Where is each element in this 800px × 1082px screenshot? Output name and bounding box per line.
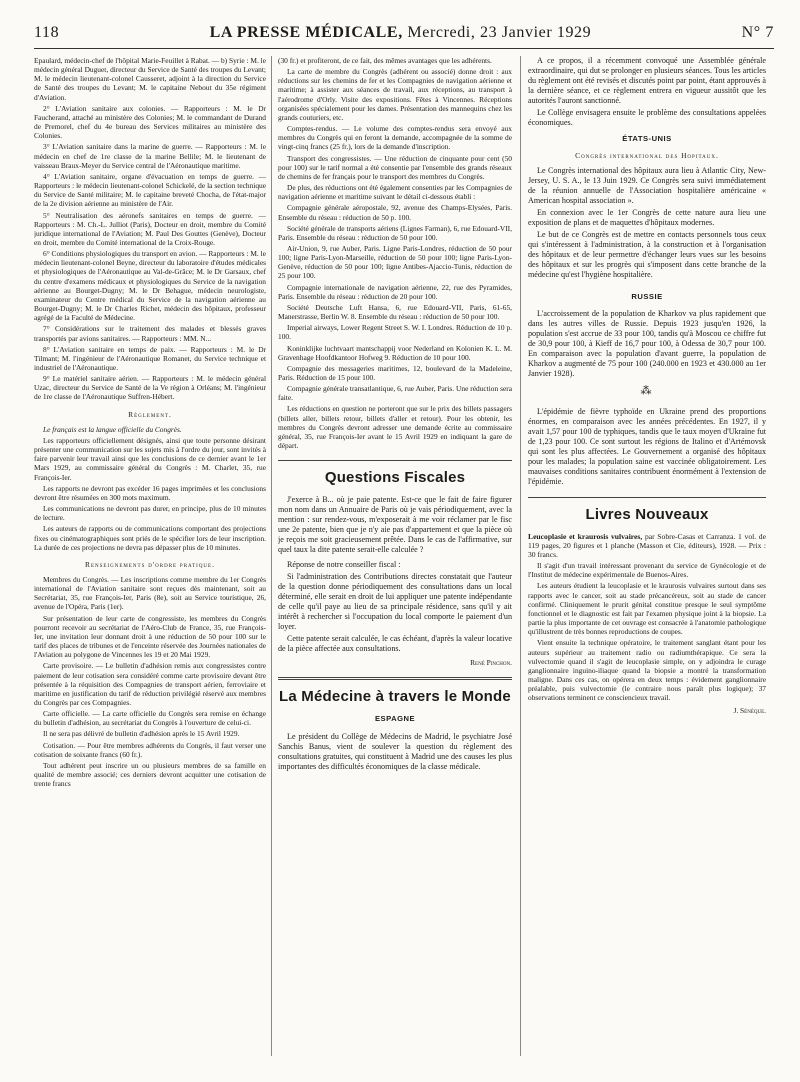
list-item: Compagnie générale transatlantique, 6, rue Auber, Paris. Une réduction sera faite. <box>278 384 512 403</box>
column-3 <box>528 56 766 716</box>
paragraph: Sur présentation de leur carte de congressiste, les membres du Congrès pourront recevoir au secrétariat de l'Aéro-Club de France, 35, rue François-Ier, une invitation leur donnant droit à une réduction de 50 pour 100 sur le tarif des places de tribunes et de l'enceinte réservée des Journées nationales de l'Aviation au polygone de Vincennes les 19 et 20 Mai 1929. <box>34 613 266 660</box>
paragraph: Le but de ce Congrès est de mettre en contacts personnels tous ceux qui s'intéressent à l'administration, à la construction et à l'organisation des hôpitaux et de leur permettre d'échanger leurs vues sur les besoins des hôpitaux et sur les progrès qui s'imposent dans cette branche de la médecine qu'est l'hygiène hospitalière. <box>528 230 766 280</box>
country-heading-russie: RUSSIE <box>631 292 663 302</box>
etats-unis-article <box>528 166 766 280</box>
paragraph: Cotisation. — Pour être membres adhérents du Congrès, il faut verser une cotisation de soixante francs (60 fr.). <box>34 740 266 759</box>
paragraph: Cette patente serait calculée, le cas échéant, d'après la valeur locative de la pièce affectée aux consultations. <box>278 634 512 654</box>
paragraph: Le Collège envisagera ensuite le problème des consultations appelées économiques. <box>528 108 766 127</box>
paragraph: Les rapporteurs officiellement désignés, ainsi que toute personne désirant présenter une communication sur les sujets mis à l'ordre du jour, sont invités à faire parvenir leur travail ainsi que les conclusions de ce dernier avant le 1er Mars 1929, au commissaire général du Congrès : M. Charlet, 35, rue François-Ier. <box>34 435 266 482</box>
list-item: Compagnie internationale de navigation aérienne, 22, rue des Pyramides, Paris. Ensemble du réseau : réduction de 20 pour 100. <box>278 282 512 301</box>
paragraph: Si l'administration des Contributions directes constatait que l'auteur de la question donne périodiquement des consultations dans un local déterminé, elle serait en droit de lui appliquer une patente indépendante de celle qu'il paye au lieu de sa principale résidence, sans qu'il y ait intérêt à rechercher si l'occupation du local comporte le paiement d'un loyer. <box>278 572 512 632</box>
paragraph: Les communications ne devront pas durer, en principe, plus de 10 minutes de lecture. <box>34 504 266 523</box>
paragraph: L'épidémie de fièvre typhoïde en Ukraine prend des proportions énormes, en comparaison avec les années précédentes. En 1927, il y avait 1,57 pour 100 de typhiques, tandis que le taux moyen d'Ukraine fut de 1,23 pour 100. Ce sont surtout les régions de Italino et d'Artémovsk qui sont les plus affectées. Le Gouvernement a organisé des hôpitaux pour les malades; la population saine est vaccinée obligatoirement. Les mauvaises conditions sanitaires contribuent énormément à l'extension de l'épidémie. <box>528 406 766 486</box>
issue-number: N° 7 <box>741 24 774 41</box>
paragraph: Epaulard, médecin-chef de l'hôpital Marie-Feuillet à Rabat. — b) Syrie : M. le médecin général Duguet, directeur du Service de Santé des troupes du Levant; M. le médecin lieutenant-colonel Causseret, adjoint à la direction du Service de Santé des troupes du Levant; M. le capitaine Nebout du 35e régiment d'Aviation. <box>34 56 266 102</box>
paragraph: Tout adhérent peut inscrire un ou plusieurs membres de sa famille en qualité de membre associé; ces derniers devront acquitter une cotisation de trente francs <box>34 760 266 789</box>
list-item: Compagnie des messageries maritimes, 12, boulevard de la Madeleine, Paris. Réduction de 15 pour 100. <box>278 363 512 382</box>
list-item: Koninklijke luchtvaart mantschappij voor Nederland en Kolonien K. L. M. Gravenhage Hoofdkantoor Hofweg 9. Réduction de 10 pour 100. <box>278 343 512 362</box>
section-title-questions-fiscales: Questions Fiscales <box>324 469 466 487</box>
book-reference <box>528 532 766 559</box>
paragraph: Les auteurs de rapports ou de communications comportant des projections fixes ou cinématographiques sont priés de le spécifier lors de leur inscription. La durée de ces projections ne devra pas dépasser plus de 10 minutes. <box>34 524 266 552</box>
paragraph: Il ne sera pas délivré de bulletin d'adhésion après le 15 Avril 1929. <box>43 729 240 739</box>
paragraph: Il s'agit d'un travail intéressant provenant du service de Gynécologie et de l'Institut de médecine expérimentale de Buenos-Aires. <box>528 561 766 580</box>
header-rule <box>34 48 774 49</box>
author-signature: J. Sénèque. <box>733 706 766 716</box>
paragraph: A ce propos, il a récemment convoqué une Assemblée générale extraordinaire, qui dut se prolonger en plusieurs séances. Tous les articles du règlement ont été revisés et discutés point par point, étant approuvés à la dernière séance, et ce règlement entrera en vigueur aussitôt que les autorités l'auront sanctionné. <box>528 56 766 105</box>
paragraph: 9° Le matériel sanitaire aérien. — Rapporteurs : M. le médecin général Uzac, directeur du Service de Santé de la Ve région à Orléans; M. l'ingénieur de 1re classe de l'Aéronautique Suffren-Hébert. <box>34 374 266 402</box>
espagne-article-continued <box>528 56 766 128</box>
paragraph: Le français est la langue officielle du Congrès. <box>43 424 182 434</box>
subheading-congres-hopitaux: Congrès international des Hopitaux. <box>575 151 719 161</box>
asterism-separator: ⁂ <box>640 385 654 398</box>
section-divider <box>528 497 766 498</box>
paragraph: Carte provisoire. — Le bulletin d'adhésion remis aux congressistes contre paiement de leur cotisation sera considéré comme carte provisoire devant être présentée à la réquisition des Compagnies de transport aérien, ferroviaire et maritime en justification du tarif de réduction privilégié réservé aux membres du Congrès par ces Compagnies. <box>34 661 266 707</box>
paragraph: Les rapports ne devront pas excéder 16 pages imprimées et les conclusions devront être résumées en 300 mots maximum. <box>34 483 266 502</box>
column-divider <box>271 56 272 1056</box>
paragraph: Les auteurs étudient la leucoplasie et le kraurosis vulvaires surtout dans ses rapports avec le cancer, soit au stade précancéreux, soit au stade de cancer confirmé. Cliniquement le prurit génital constitue presque le seul symptôme fonctionnel et le diagnostic est fait par l'examen physique joint à la biopsie. La partie la plus importante de cet ouvrage est consacrée à l'anatomie pathologique qu'illustrent de très bonnes reproductions de coupes. <box>528 581 766 637</box>
paragraph: La carte de membre du Congrès (adhérent ou associé) donne droit : aux réductions sur les chemins de fer et les Compagnies de navigation aérienne et maritime; à assister aux séances de travail, aux réceptions, au transport à l'aérodrome d'Orly. Visite des expositions. Fêtes à Vincennes. Réceptions organisées spécialement pour les dames. Présentation des mannequins chez les grands couturiers, etc. <box>278 67 512 122</box>
ukraine-article <box>528 407 766 487</box>
book-details: par Sobre-Casas et Carranza. 1 vol. de 119 pages, 20 figures et 1 planche (Masson et Cie, éditeurs), 1928. — Prix : 30 francs. <box>528 531 766 559</box>
column-1 <box>34 56 266 790</box>
column-divider <box>520 56 521 1056</box>
list-item: Société Deutsche Luft Hansa, 6, rue Edouard-VII, Paris, 61-65, Manerstrasse, Berlin W. 8. Ensemble du réseau : réduction de 50 pour 100. <box>278 302 512 322</box>
paragraph: 2° L'Aviation sanitaire aux colonies. — Rapporteurs : M. le Dr Faucherand, attaché au ministère des Colonies; M. le commandant de Durand de Premorel, chef du 4e bureau des Services militaires au ministère des Colonies. <box>34 103 266 141</box>
paragraph: De plus, des réductions ont été également consenties par les Compagnies de navigation aérienne et maritime suivant le détail ci-dessous établi : <box>278 183 512 202</box>
paragraph: 5° Neutralisation des aéronefs sanitaires en temps de guerre. — Rapporteurs : M. Ch.-L. Julliot (Paris), Docteur en droit, membre du Comité juridique international de l'Aviation; M. Paul Des Gouttes (Genève), Docteur en droit, membre du Comité international de la Croix-Rouge. <box>34 210 266 247</box>
paragraph: Comptes-rendus. — Le volume des comptes-rendus sera envoyé aux membres du Congrès qui en feront la demande, accompagnée de la somme de vingt-cinq francs (25 fr.), lors de la demande d'inscription. <box>278 124 512 152</box>
section-title-livres-nouveaux: Livres Nouveaux <box>585 505 709 523</box>
section-divider <box>278 460 512 461</box>
fiscal-article <box>278 495 512 654</box>
paragraph: L'accroissement de la population de Kharkov va plus rapidement que dans les autres villes de Russie. Depuis 1923 jusqu'en 1926, la population s'est accrue de 33 pour 100, tandis qu'à Moscou ce chiffre fut de 30,9 pour 100, à Kieff de 16,7 pour 100, à Odessa de 30,7 pour 100. En comparaison avec la population d'avant guerre, la population de Kharkov a augmenté de 75 pour 100 (240.000 en 1923 et 430.000 au 1er Janvier 1928). <box>528 309 766 379</box>
espagne-article <box>278 732 512 772</box>
paragraph: Carte officielle. — La carte officielle du Congrès sera remise en échange du bulletin d'adhésion, au secrétariat du Congrès à l'ouverture de celui-ci. <box>34 709 266 728</box>
author-signature: René Pinchon. <box>470 658 512 668</box>
paragraph: Membres du Congrès. — Les inscriptions comme membre du 1er Congrès international de l'Aviation sanitaire sont reçues dès maintenant, soit au Secrétariat, 35, rue François-Ier, Paris (8e), soit au Service touristique, 26, avenue de l'Opéra, Paris (1er). <box>34 574 266 612</box>
list-item: Société générale de transports aériens (Lignes Farman), 6, rue Edouard-VII, Paris. Ensemble du réseau : réduction de 50 pour 100. <box>278 223 512 242</box>
country-heading-etats-unis: ÉTATS-UNIS <box>622 134 672 143</box>
paragraph: 7° Considérations sur le traitement des malades et blessés graves transportés par avions sanitaires. — Rapporteurs : MM. N... <box>34 324 266 343</box>
section-title-medecine-monde: La Médecine à travers le Monde <box>279 688 511 706</box>
paragraph: Le Congrès international des hôpitaux aura lieu à Atlantic City, New-Jersey, U. S. A., le 13 Juin 1929. Ce Congrès sera suivi immédiatement de la réunion annuelle de l'Association hospitalière américaine « American hospital association ». <box>528 166 766 206</box>
column-2 <box>278 56 512 774</box>
section-divider <box>278 677 512 680</box>
page-number: 118 <box>34 24 60 41</box>
paragraph: En connexion avec le 1er Congrès de cette nature aura lieu une exposition de plans et de maquettes d'hôpitaux modernes. <box>528 208 766 228</box>
country-heading-espagne: ESPAGNE <box>374 714 416 724</box>
paragraph: Réponse de notre conseiller fiscal : <box>287 560 401 570</box>
section-heading-reglement: Règlement. <box>128 409 172 419</box>
running-title <box>210 24 592 42</box>
list-item: Compagnie générale aéropostale, 92, avenue des Champs-Elysées, Paris. Ensemble du réseau : réduction de 50 p. 100. <box>278 203 512 222</box>
paragraph: 8° L'Aviation sanitaire en temps de paix. — Rapporteurs : M. le Dr Tilmant; M. l'ingénieur de l'Aéronautique Romanet, du Service technique et industriel de l'Aéronautique. <box>34 344 266 372</box>
issue-date: Mercredi, 23 Janvier 1929 <box>407 24 592 41</box>
section-heading-renseignements: Renseignements d'ordre pratique. <box>85 559 215 569</box>
page-header <box>34 24 774 46</box>
paragraph: 4° L'Aviation sanitaire, organe d'évacuation en temps de guerre. — Rapporteurs : le médecin lieutenant-colonel Schickelé, de la section technique du Service de Santé militaire; M. le capitaine breveté Chocha, de l'état-major de la 2e division aérienne au ministère de l'Air. <box>34 171 266 209</box>
publication-name: LA PRESSE MÉDICALE, <box>209 24 403 41</box>
russie-article <box>528 309 766 379</box>
paragraph: 3° L'Aviation sanitaire dans la marine de guerre. — Rapporteurs : M. le médecin en chef de 1re classe de la marine Bellile; M. le lieutenant de vaisseau Braux-Meyer du Service central de l'Aéronautique maritime. <box>34 142 266 170</box>
paragraph: (30 fr.) et profiteront, de ce fait, des mêmes avantages que les adhérents. <box>278 56 492 65</box>
book-title: Leucoplasie et kraurosis vulvaires, <box>528 531 643 541</box>
paragraph: J'exerce à B... où je paie patente. Est-ce que le fait de faire figurer mon nom dans un Annuaire de Paris où je vais périodiquement, avec la mention : sur rendez-vous, m'exposerait à me voir réclamer par le fisc une 2e patente, bien que je n'y aie pas d'appartement et que la pièce où je reçois me soit gracieusement prêtée. Dans le cas de l'affirmative, sur quel taux la dite patente serait-elle calculée ? <box>278 495 512 555</box>
paragraph: Le président du Collège de Médecins de Madrid, le psychiatre José Sanchis Banus, vient de soulever la question du règlement des consultations gratuites, qui constituent à Madrid une des causes les plus importantes des difficultés économiques de la classe médicale. <box>278 731 512 771</box>
paragraph: 6° Conditions physiologiques du transport en avion. — Rapporteurs : M. le médecin lieutenant-colonel Beyne, directeur du laboratoire d'études médicales et physiologiques de l'Aéronautique au Val-de-Grâce; M. le Dr Garsaux, chef du centre d'examens médicaux et physiologiques du Service de la navigation aérienne au Bourget-Dugny; M. le Dr Behague, médecin neurologiste, examinateur du Centre médical du Service de la navigation aérienne au Bourget-Dugny; M. le Dr Charles Richet, médecin des hôpitaux, professeur agrégé de la Faculté de Médecine. <box>34 249 266 323</box>
list-item: Air-Union, 9, rue Auber, Paris. Ligne Paris-Londres, réduction de 50 pour 100; ligne Paris-Lyon-Marseille, réduction de 50 pour 100; ligne Paris-Lyon-Genève, réduction de 50 pour 100; ligne Antibes-Ajaccio-Tunis, réduction de 25 pour 100. <box>278 243 512 281</box>
paragraph: Les réductions en question ne porteront que sur le prix des billets passagers (billets aller, billets retour, billets d'aller et retour). Pour les obtenir, les membres du Congrès devront adresser une demande écrite au commissaire général, 35, rue François-Ier avant le 15 Avril 1929 en indiquant la gare de départ. <box>278 404 512 451</box>
paragraph: Transport des congressistes. — Une réduction de cinquante pour cent (50 pour 100) sur le tarif normal a été consentie par l'ensemble des grands réseaux de chemins de fer français pour le transport des membres du Congrès. <box>278 153 512 181</box>
paragraph: Vient ensuite la technique opératoire, le traitement sanglant étant pour les auteurs supérieur au traitement radio ou radiumthérapique. Ce sera la vulvectomie quand il s'agit de leucoplasie simple, on y adjoindra le curage ganglionnaire inguino-iliaque quand la biopsie a montré la transformation maligne. Dans ces cas, on opérera en deux temps : évidement ganglionnaire préalable, puis vulvectomie (le contraire nous paraît plus logique); 37 observations terminent ce consciencieux travail. <box>528 638 766 703</box>
list-item: Imperial airways, Lower Regent Street S. W. I. Londres. Réduction de 10 p. 100. <box>278 323 512 342</box>
